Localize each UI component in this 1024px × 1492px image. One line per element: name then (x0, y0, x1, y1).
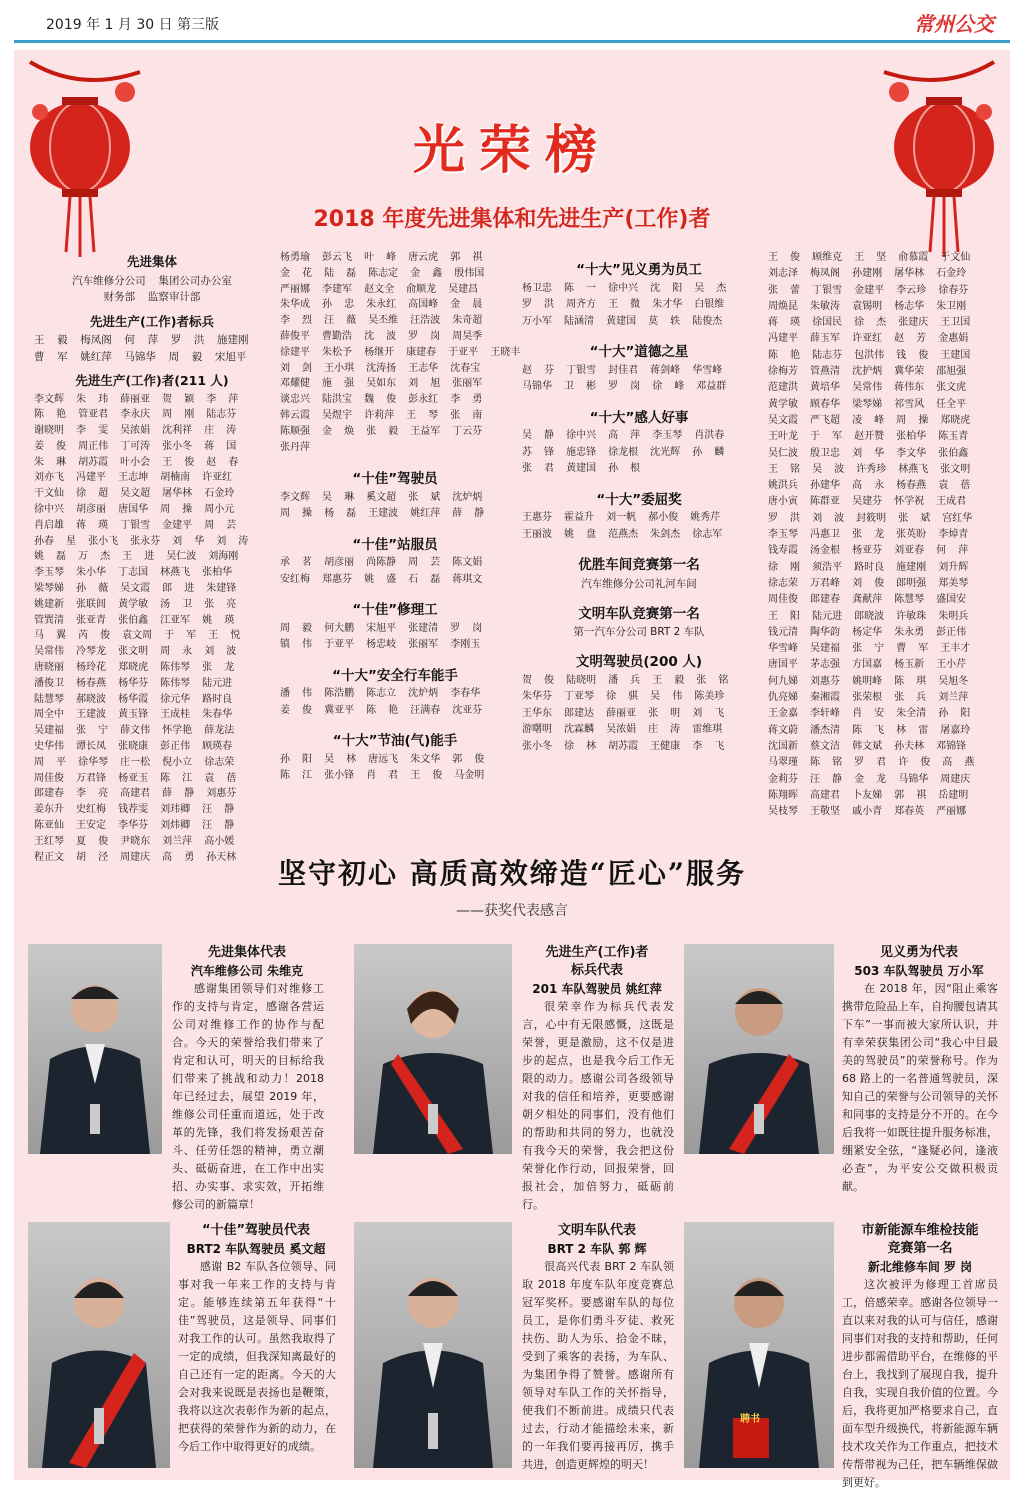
photo-card-6 (684, 1222, 834, 1468)
person-photo-icon (363, 964, 503, 1154)
section-heading: 先进集体 (126, 254, 177, 269)
card-title-2: 标兵代表 (570, 963, 623, 978)
name-list: 王惠芬 霍益升 刘一帆 郝小俊 姚秀芹 王丽波 姚 盘 范燕杰 朱剑杰 徐志军 (522, 512, 723, 540)
name-list: 王 俊 顾维克 王 坚 俞慕霞 于文仙 刘志泽 梅凤阁 孙建刚 屠华林 石金玲 张 蕾 丁银雪 金建平 李云珍 徐春芬 周焕昆 朱敏涛 袁锡明 杨志华 朱卫刚 蒋 瑛 徐国民 徐 杰 张建庆 王卫国 冯建平 薛玉军 许亚红 赵 芳 金惠娟 陈 艳 陆志芬 包洪伟 钱 俊 王建国 徐梅芳 管燕清 沈护炳 冀华荣 邵旭强 范建洪 黄培华 吴常伟 蒋伟东 张文虎 黄学敏 顾春华 梁琴娣 祁雪风 任全平 吴文霞 严飞超 凌 峰 周 操 郑晓虎 王叶龙 于 军 赵开赞 张柏华 陈玉青 吴仁波 殷卫忠 刘 华 李文华 张伯鑫 王 铭 吴 波 许秀珍 林燕飞 张文明 姚洪兵 孙建华 高 永 杨春燕 袁 蓓 唐小寅 陈群亚 吴建芬 怀学祝 王成君 罗 洪 刘 波 封筱明 张 斌 宫红华 李玉琴 冯惠卫 张 龙 张英盼 李焯青 钱寿霞 汤金根 杨亚芬 刘亚春 何 萍 徐 刚 须浩平 路时良 施建刚 刘升辉 徐志荣 万君峰 刘 俊 郎明强 郑美琴 周佳俊 郎建春 龚献萍 陈慧琴 盛国安 王 阳 陆元进 郎晓波 许敏珠 朱明兵 钱元清 陶华韵 杨定华 朱永勇 彭正伟 华雪峰 吴建福 张 宁 曹 军 王丰才 唐国平 茅志强 方国嘉 杨玉新 王小芹 何九娣 刘惠芬 姚明峰 陈 琪 吴旭冬 仇亮娣 秦湘霞 张荣根 张 兵 刘兰萍 王金嘉 李轩峰 肖 安 朱全清 孙 阳 蒋文蔚 潘杰清 陈 飞 林 雷 屠嘉玲 沈国新 蔡文洁 韩文斌 孙夫林 邓锦锋 马翠瑾 陈 铭 罗 君 许 俊 高 燕 金莉芬 汪 静 金 龙 马锦华 周建庆 陈翔晖 高建君 卜友娣 郭 祺 岳建明 吴枝琴 王敬坚 戚小青 郑春英 严丽娜 (768, 252, 975, 818)
section-content: 汽车维修分公司 集团公司办公室 财务部 监察审计部 (72, 274, 232, 303)
column-ten-great (522, 258, 756, 755)
name-list: 潘 伟 陈浩鹏 陈志立 沈炉炳 李春华 姜 俊 冀亚平 陈 艳 汪满春 沈亚芬 (280, 688, 483, 716)
name-list: 周 毅 何大鹏 宋旭平 张建清 罗 岗 镇 伟 于亚平 杨忠岐 张丽军 李刚玉 (280, 622, 483, 651)
photo-card-1 (28, 944, 162, 1154)
name-list: 赵 芬 丁银雪 封佳君 蒋剑峰 华雪峰 马锦华 卫 彬 罗 岗 徐 峰 邓益群 (522, 364, 727, 392)
section-heading: “十佳”驾驶员 (352, 471, 438, 488)
card-body: 这次被评为修理工首席员工，倍感荣幸。感谢各位领导一直以来对我的认可与信任，感谢同事们对我的支持和帮助，任何进步都需借助平台，在维修的平台上，我找到了展现自我，提升自我，实现自我价值的位置。今后，我将更加严格要求自己，直面车型升级换代，将新能源车辆技术攻关作为工作重点，把技术传帮带视为己任，把车辆维保做到更好。 (842, 1278, 998, 1489)
name-list: 吴 静 徐中兴 高 萍 李玉琴 肖洪春 苏 锋 施忠锋 徐龙根 沈光辉 孙 麟 张 君 黄建国 孙 根 (522, 430, 725, 474)
person-photo-icon (34, 1248, 164, 1468)
section-heading: 文明驾驶员(200 人) (575, 654, 703, 670)
name-list: 承 茗 胡彦丽 尚陈静 周 芸 陈文娟 安红梅 郑惠芬 姚 盛 石 磊 蒋琪文 (280, 557, 483, 585)
card-title: 见义勇为代表 (879, 945, 958, 960)
person-photo-icon (363, 1248, 503, 1468)
section-heading: 先进生产(工作)者标兵 (90, 313, 214, 329)
name-list: 孙 阳 吴 林 唐远飞 朱文华 郭 俊 陈 江 张小锋 肖 君 王 俊 马金明 (280, 753, 485, 782)
header-rule (14, 40, 1010, 43)
card-title-2: 竞赛第一名 (887, 1241, 953, 1256)
section-heading: 文明车队竞赛第一名 (578, 605, 700, 622)
card-person: BRT2 车队驾驶员 奚文超 (186, 1242, 326, 1256)
name-list: 杨卫忠 陈 一 徐中兴 沈 阳 吴 杰 罗 洪 周齐方 王 微 朱才华 白银维 万小军 陆涵清 黄建国 莫 轶 陆俊杰 (522, 282, 727, 327)
column-civilized-drivers (768, 250, 1000, 820)
section-slogan: 坚守初心 高质高效缔造“匠心”服务 (278, 857, 746, 890)
card-title: 文明车队代表 (557, 1223, 636, 1238)
certificate-label: 聘书 (740, 1414, 760, 1425)
section-heading: “十佳”修理工 (352, 602, 438, 619)
section-heading: “十佳”站服员 (352, 536, 438, 553)
name-list: 杨勇瑜 彭云飞 叶 峰 唐云虎 郭 祺 金 花 陆 磊 陈志定 金 鑫 殷伟国 严丽娜 李建军 赵文全 俞顺龙 吴建昌 朱华成 孙 忠 朱永红 高国峰 金 晨 李 烈 汪 薇 吴丕维 汪浩波 朱奇超 薛俊平 曹勤浩 沈 波 罗 岗 周昊季 徐建平 朱松予 杨继开 康建春 于亚平 王晓丰 刘 剑 王小琪 沈涛扬 王志华 沈春宝 邓耀健 施 强 吴如东 刘 旭 张丽军 谈忠兴 陆洪宝 魏 俊 彭永红 李 勇 韩云霞 吴煜宇 许莉萍 王 琴 张 南 陈顺强 金 焕 张 毅 王益军 丁云芬 张丹萍 (280, 252, 521, 453)
section-heading: “十大”见义勇为员工 (576, 262, 702, 278)
name-list: 李文辉 朱 玮 薛丽亚 贺 颖 李 萍 陈 艳 管亚君 李永庆 周 刚 陆志芬 谢晓明 李 雯 吴浓娟 沈利祥 庄 涛 姜 俊 周正伟 丁可涛 张小冬 蒋 国 朱 琳 胡苏霞 叶小会 王 俊 赵 春 刘亦飞 冯建平 王志坤 胡楠南 许亚红 干文仙 徐 超 吴文超 屠华林 石金玲 徐中兴 胡彦丽 唐国华 周 操 周小元 肖启雄 蒋 瑛 丁银雪 金建平 周 芸 孙春 星 张小飞 张永芬 刘 华 刘 涛 姚 磊 万 杰 王 进 吴仁波 刘海刚 李玉琴 朱小华 丁志国 林燕飞 张柏华 梁琴娣 孙 薇 吴文霞 郎 进 朱建锋 姚建新 张联闾 黄学敏 汤 卫 张 亮 管巽清 张亚青 张伯鑫 江亚军 姚 瑛 马 翼 芮 俊 袁文周 于 军 王 悦 吴常伟 冷琴龙 张文明 周 永 刘 波 唐晓丽 杨玲花 郑晓虎 陈伟琴 张 龙 潘俊卫 杨春燕 杨华芬 陈伟琴 陆元进 陆慧琴 郝晓波 杨华霞 徐元华 路时良 周全中 王建波 黄玉锋 王成桂 朱春华 吴建福 张 宁 薛文伟 怀学艳 薛龙法 史华伟 谭长凤 张晓康 彭正伟 顾瑛春 周 平 徐华琴 庄一松 倪小立 徐志荣 周佳俊 万君锋 杨亚玉 陈 江 袁 蓓 郎建春 李 亮 高建君 薛 静 刘惠芬 姜东升 史红梅 钱荐雯 刘玮卿 汪 静 陈亚仙 王安定 李华芬 刘炜卿 汪 静 王红琴 夏 俊 尹晓东 刘兰萍 高小媛 程正文 胡 泾 周建庆 高 勇 孙天林 (34, 393, 249, 863)
person-photo-icon (35, 964, 155, 1154)
section-content: 汽车维修分公司礼河车间 (581, 577, 697, 590)
section-heading: “十大”节油(气)能手 (332, 733, 458, 750)
name-list: 王 毅 梅凤阁 何 萍 罗 洪 施建刚 曹 军 姚红萍 马锦华 周 毅 宋旭平 (34, 334, 249, 363)
card-title: 先进生产(工作)者 (545, 945, 649, 960)
person-photo-icon (689, 1248, 829, 1468)
name-list: 贺 俊 陆晓明 潘 兵 王 毅 张 铭 朱华芬 丁亚琴 徐 骐 吴 伟 陈美珍 王华东 郎建达 薛丽亚 张 明 刘 飞 游曙明 沈霖麟 吴浓娟 庄 涛 雷维琪 张小冬 徐 林 胡苏霞 王健康 李 飞 (522, 674, 729, 752)
photo-card-3 (684, 944, 834, 1154)
card-title: 先进集体代表 (207, 945, 286, 960)
section-heading: “十大”道德之星 (589, 344, 689, 360)
card-person: BRT 2 车队 郭 辉 (547, 1242, 647, 1256)
section-heading: “十大”安全行车能手 (332, 667, 458, 684)
card-person: 201 车队驾驶员 姚红萍 (532, 982, 662, 996)
page-header (0, 0, 1024, 44)
issue-date: 2019 年 1 月 30 日 第三版 (46, 17, 220, 33)
card-title: “十佳”驾驶员代表 (201, 1223, 311, 1238)
name-list: 李文辉 吴 琳 奚文超 张 斌 沈炉炳 周 操 杨 磊 王建波 姚红萍 薛 静 (280, 491, 485, 520)
section-heading: “十大”感人好事 (589, 409, 689, 426)
page-subtitle: 2018 年度先进集体和先进生产(工作)者 (313, 207, 711, 232)
section-content: 第一汽车分公司 BRT 2 车队 (573, 626, 705, 638)
section-heading: 优胜车间竞赛第一名 (578, 557, 700, 573)
column-ten-best (280, 250, 521, 785)
section-heading: 先进生产(工作)者(211 人) (75, 373, 229, 388)
person-photo-icon (689, 964, 829, 1154)
column-advanced (34, 250, 270, 865)
photo-card-4 (28, 1222, 170, 1468)
card-body: 很高兴代表 BRT 2 车队领取 2018 年度车队年度竞赛总冠军奖杯。要感谢车队的每位员工，是你们勇斗歹徒、救死扶伤、助人为乐、拾金不昧，受到了乘客的表扬，为车队、为集团争得了赞誉。感谢所有领导对车队工作的关怀指导，使我们不断前进。成绩只代表过去，行动才能描绘未来，新的一年我们要再接再厉，携手共进，创造更辉煌的明天！ (522, 1260, 674, 1471)
card-body: 很荣幸作为标兵代表发言，心中有无限感慨，这既是荣誉，更是激励，这不仅是进步的起点，也是我今后工作无限的动力。感谢公司各级领导对我的信任和培养，更要感谢朝夕相处的同事们，没有他们的帮助和共同的努力，也就没有我今天的荣誉，我会把这份荣誉化作行动，回报荣誉，回报社会，加倍努力，砥砺前行。 (522, 1000, 674, 1211)
section-heading: “十大”委屈奖 (596, 491, 682, 508)
page-title: 光荣榜 (412, 120, 611, 181)
card-body: 感谢 B2 车队各位领导、同事对我一年来工作的支持与肯定。能够连续第五年获得“十佳”驾驶员，这是领导、同事们对我工作的认可。虽然我取得了一定的成绩，但我深知离最好的自己还有一定的距离。今天的大会对我来说既是表扬也是鞭策，我将以这次表彰作为新的起点，把获得的荣誉作为新的动力，在今后工作中取得更好的成绩。 (178, 1260, 336, 1453)
card-person: 503 车队驾驶员 万小军 (854, 964, 984, 978)
photo-card-5 (354, 1222, 512, 1468)
newspaper-logo: 常州公交 (914, 12, 994, 36)
section-byline: ——获奖代表感言 (456, 903, 568, 919)
card-body: 感谢集团领导们对维修工作的支持与肯定，感谢各营运公司对维修工作的协作与配合。今天的荣誉给我们带来了肯定和认可，明天的目标给我们带来了挑战和动力！2018 年已经过去，展望 2019 年，维修公司任重而道远，处于改革的先锋，我们将发扬艰苦奋斗、任劳任怨的精神，勇立潮头、砥砺奋进，在工作中出实招、办实事、求实效，开拓维修公司的新篇章！ (172, 982, 324, 1211)
photo-card-2 (354, 944, 512, 1154)
card-body: 在 2018 年，因“阻止乘客携带危险品上车，自拘腰包请其下车”一事而被大家所认识，并有幸荣获集团公司“我心中目最美的驾驶员”的荣誉称号。作为 68 路上的一名普通驾驶员，深知自己的荣誉与公司领导的关怀和同事的支持是分不开的。在今后我将一如既往提升服务标准，绷紧安全弦，“逢疑必问，逢液必查”，为平安公交做积极贡献。 (842, 982, 998, 1193)
card-person: 汽车维修公司 朱维克 (190, 964, 304, 978)
card-person: 新北维修车间 罗 岗 (867, 1260, 973, 1274)
card-title: 市新能源车维检技能 (861, 1223, 979, 1238)
